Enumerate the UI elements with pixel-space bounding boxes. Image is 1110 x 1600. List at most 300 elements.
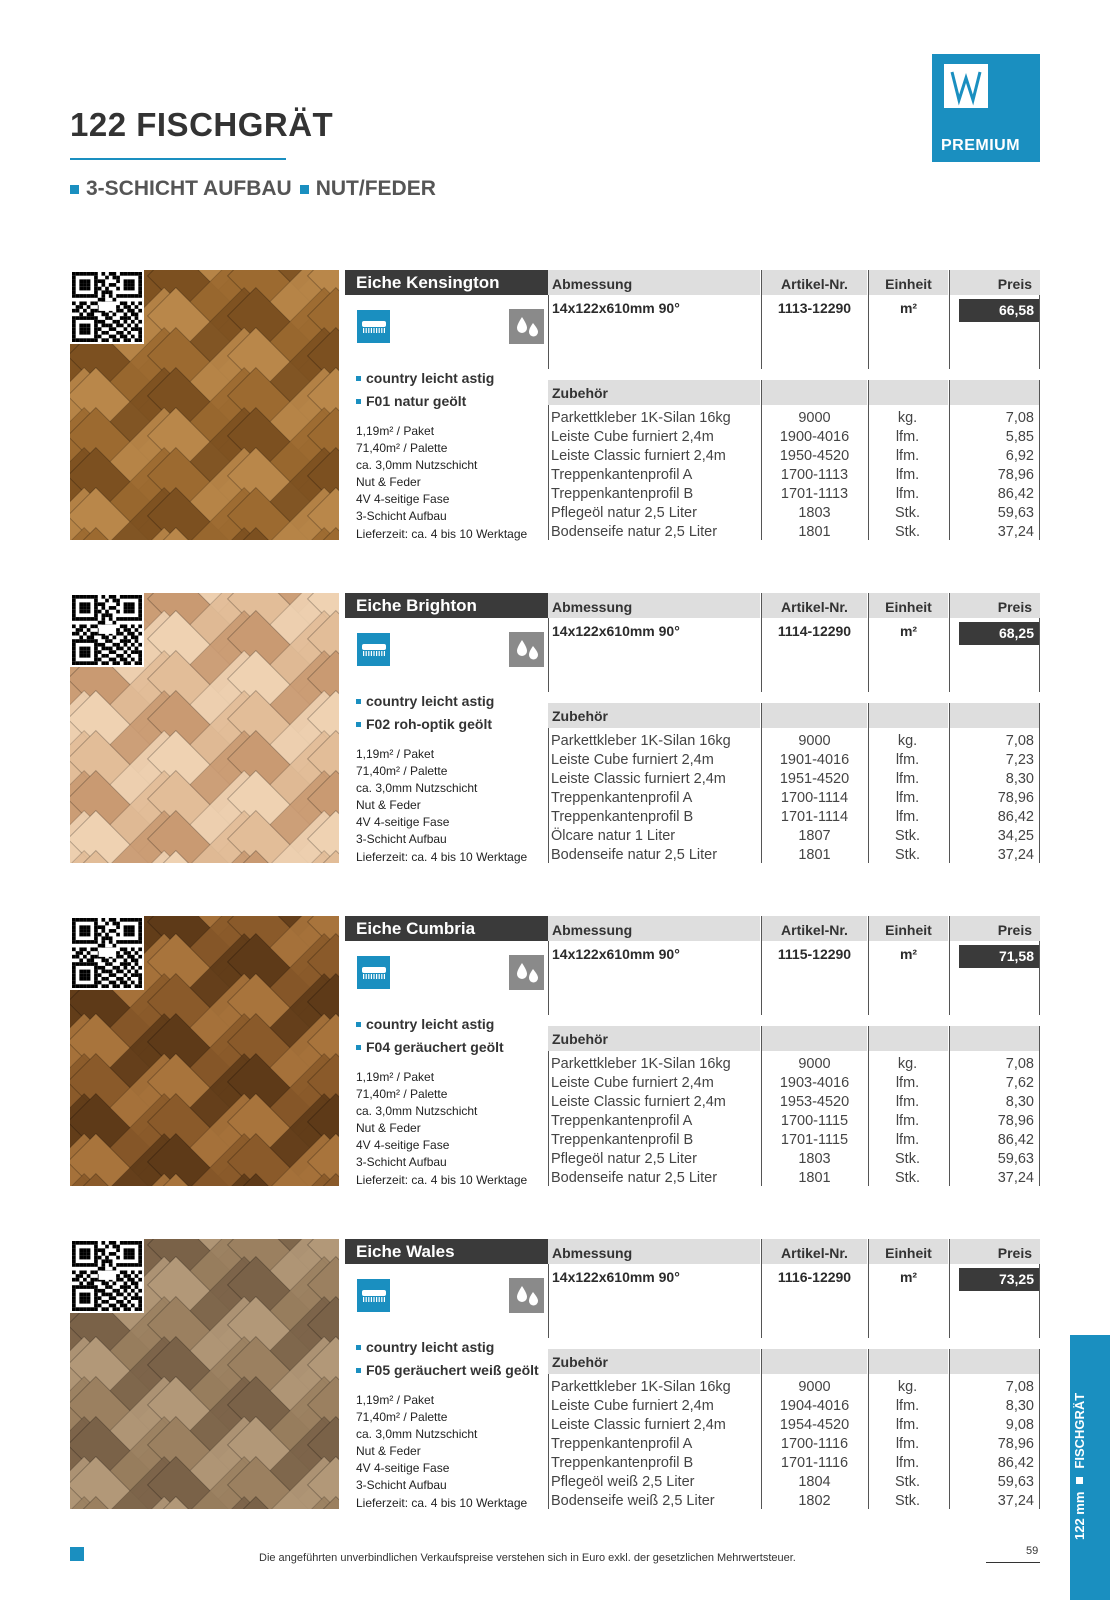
- accessory-number: 1807: [798, 828, 831, 844]
- accessory-name: Leiste Classic furniert 2,4m: [551, 1094, 726, 1110]
- page-number: 59: [1026, 1545, 1039, 1557]
- spec-line: 71,40m² / Palette: [356, 1087, 448, 1102]
- accessory-name: Parkettkleber 1K-Silan 16kg: [551, 1056, 731, 1072]
- unit-value: m²: [899, 300, 918, 316]
- table-divider: [868, 593, 869, 692]
- accessory-row: [548, 847, 1040, 866]
- feature-line: [356, 393, 466, 409]
- spec-line: ca. 3,0mm Nutzschicht: [356, 458, 478, 473]
- footer-square-icon: [70, 1547, 84, 1561]
- subtitle-part: NUT/FEDER: [315, 177, 436, 200]
- brush-icon: [357, 310, 390, 343]
- dimension-value: 14x122x610mm 90°: [552, 300, 680, 316]
- accessory-price: 59,63: [997, 505, 1034, 521]
- col-header-preis: Preis: [950, 1239, 1040, 1264]
- accessory-unit: Stk.: [895, 847, 920, 863]
- accessory-price: 37,24: [997, 847, 1034, 863]
- accessory-name: Parkettkleber 1K-Silan 16kg: [551, 733, 731, 749]
- accessory-price: 7,08: [1005, 410, 1034, 426]
- footer-note: Die angeführten unverbindlichen Verkaufspreise verstehen sich in Euro exkl. der gesetzlichen Mehrwertsteuer.: [259, 1552, 796, 1564]
- feature-line: [356, 1362, 539, 1378]
- accessory-name: Bodenseife natur 2,5 Liter: [551, 1170, 718, 1186]
- accessory-number: 1700-1116: [780, 1436, 849, 1452]
- table-divider: [761, 916, 762, 1015]
- accessory-unit: Stk.: [895, 505, 920, 521]
- accessory-row: [548, 505, 1040, 524]
- accessory-row: [548, 771, 1040, 790]
- accessory-unit: lfm.: [895, 771, 920, 787]
- accessory-price: 34,25: [997, 828, 1034, 844]
- accessory-unit: lfm.: [895, 1417, 920, 1433]
- side-chapter-label: [1072, 1393, 1087, 1540]
- accessory-price: 7,08: [1005, 1056, 1034, 1072]
- accessory-row: [548, 429, 1040, 448]
- spec-line: 1,19m² / Paket: [356, 1070, 435, 1084]
- accessory-unit: Stk.: [895, 524, 920, 540]
- accessory-name: Treppenkantenprofil B: [551, 486, 694, 502]
- col-header-einheit: Einheit: [869, 270, 948, 295]
- brush-icon: [357, 956, 390, 989]
- spec-line: Lieferzeit: ca. 4 bis 10 Werktage: [356, 526, 528, 541]
- accessory-number: 1803: [798, 505, 831, 521]
- accessory-price: 59,63: [997, 1474, 1034, 1490]
- bullet-square-icon: [356, 399, 361, 404]
- accessory-price: 8,30: [1005, 771, 1034, 787]
- table-divider: [548, 618, 549, 692]
- accessory-name: Treppenkantenprofil B: [551, 809, 694, 825]
- spec-line: 71,40m² / Palette: [356, 441, 448, 456]
- accessory-price: 9,08: [1005, 1417, 1034, 1433]
- table-divider: [761, 1239, 762, 1338]
- accessory-price: 6,92: [1005, 448, 1034, 464]
- accessory-unit: lfm.: [895, 1113, 920, 1129]
- table-divider: [1039, 618, 1040, 692]
- accessory-name: Leiste Classic furniert 2,4m: [551, 1417, 726, 1433]
- page-title: 122 FISCHGRÄT: [70, 106, 334, 143]
- accessories-header-fill: [869, 1349, 948, 1374]
- accessory-price: 8,30: [1005, 1398, 1034, 1414]
- accessories-header: Zubehör: [548, 1026, 760, 1051]
- accessories-header-fill: [950, 1349, 1040, 1374]
- feature-line: [356, 1016, 494, 1032]
- accessory-price: 7,23: [1005, 752, 1034, 768]
- accessory-number: 1954-4520: [779, 1417, 850, 1433]
- spec-line: Nut & Feder: [356, 475, 421, 490]
- product-name: Eiche Cumbria: [345, 916, 554, 941]
- table-divider: [1039, 941, 1040, 1015]
- accessory-name: Bodenseife weiß 2,5 Liter: [551, 1493, 715, 1509]
- unit-value: m²: [899, 623, 918, 639]
- bullet-square-icon: [300, 185, 309, 194]
- feature-line: [356, 693, 494, 709]
- accessory-unit: lfm.: [895, 1094, 920, 1110]
- accessory-row: [548, 1455, 1040, 1474]
- bullet-square-icon: [1076, 1477, 1083, 1484]
- spec-list: [356, 1392, 527, 1512]
- accessory-row: [548, 1151, 1040, 1170]
- article-number: 1113-12290: [777, 300, 852, 316]
- price-value: 68,25: [959, 622, 1040, 645]
- accessory-row: [548, 1436, 1040, 1455]
- accessory-price: 59,63: [997, 1151, 1034, 1167]
- accessory-price: 78,96: [997, 1113, 1034, 1129]
- accessory-number: 1804: [798, 1474, 831, 1490]
- table-divider: [949, 270, 950, 369]
- accessory-row: [548, 524, 1040, 543]
- bullet-square-icon: [356, 722, 361, 727]
- price-value: 66,58: [959, 299, 1040, 322]
- accessory-name: Parkettkleber 1K-Silan 16kg: [551, 1379, 731, 1395]
- bullet-square-icon: [356, 376, 361, 381]
- accessories-header-fill: [869, 703, 948, 728]
- accessory-unit: lfm.: [895, 429, 920, 445]
- spec-line: ca. 3,0mm Nutzschicht: [356, 781, 478, 796]
- accessory-name: Parkettkleber 1K-Silan 16kg: [551, 410, 731, 426]
- accessory-unit: lfm.: [895, 1436, 920, 1452]
- accessory-row: [548, 733, 1040, 752]
- accessory-price: 86,42: [997, 486, 1034, 502]
- feature-line: [356, 370, 494, 386]
- col-header-artikel: Artikel-Nr.: [762, 270, 867, 295]
- accessory-row: [548, 1132, 1040, 1151]
- floor-sample-image: [70, 593, 339, 863]
- accessory-row: [548, 790, 1040, 809]
- feature-finish: F04 geräuchert geölt: [366, 1039, 504, 1055]
- floor-sample-image: [70, 1239, 339, 1509]
- accessory-number: 1701-1116: [780, 1455, 849, 1471]
- accessory-name: Leiste Cube furniert 2,4m: [551, 429, 714, 445]
- product-block: [70, 593, 1040, 865]
- accessory-number: 1900-4016: [779, 429, 850, 445]
- accessory-row: [548, 467, 1040, 486]
- accessory-row: [548, 1417, 1040, 1436]
- product-block: [70, 916, 1040, 1188]
- col-header-artikel: Artikel-Nr.: [762, 593, 867, 618]
- accessory-price: 37,24: [997, 524, 1034, 540]
- accessory-unit: kg.: [897, 1056, 918, 1072]
- accessory-price: 78,96: [997, 1436, 1034, 1452]
- accessory-name: Leiste Classic furniert 2,4m: [551, 771, 726, 787]
- accessory-unit: lfm.: [895, 1132, 920, 1148]
- accessories-header-fill: [762, 1349, 867, 1374]
- accessory-number: 1801: [798, 524, 831, 540]
- page-subtitle: [70, 177, 444, 201]
- feature-line: [356, 1039, 504, 1055]
- feature-line: [356, 1339, 494, 1355]
- accessory-name: Leiste Classic furniert 2,4m: [551, 448, 726, 464]
- price-value: 73,25: [959, 1268, 1040, 1291]
- accessory-name: Leiste Cube furniert 2,4m: [551, 752, 714, 768]
- qr-code-icon[interactable]: [70, 1239, 144, 1313]
- accessory-name: Bodenseife natur 2,5 Liter: [551, 524, 718, 540]
- spec-line: Lieferzeit: ca. 4 bis 10 Werktage: [356, 1495, 528, 1510]
- water-drops-icon: [509, 1278, 544, 1313]
- accessory-row: [548, 828, 1040, 847]
- accessory-row: [548, 1474, 1040, 1493]
- accessory-price: 37,24: [997, 1170, 1034, 1186]
- spec-list: [356, 746, 527, 866]
- accessory-number: 1700-1114: [780, 790, 849, 806]
- accessory-price: 7,62: [1005, 1075, 1034, 1091]
- accessory-unit: lfm.: [895, 486, 920, 502]
- col-header-abmessung: Abmessung: [548, 593, 760, 618]
- table-divider: [1039, 295, 1040, 369]
- accessory-row: [548, 1056, 1040, 1075]
- bullet-square-icon: [356, 1368, 361, 1373]
- water-drops-icon: [509, 632, 544, 667]
- floor-sample-image: [70, 270, 339, 540]
- accessory-name: Treppenkantenprofil B: [551, 1132, 694, 1148]
- side-label: FISCHGRÄT: [1072, 1392, 1087, 1469]
- brush-icon: [357, 1279, 390, 1312]
- table-divider: [548, 295, 549, 369]
- accessory-number: 1802: [798, 1493, 831, 1509]
- subtitle-part: 3-SCHICHT AUFBAU: [86, 177, 292, 200]
- accessory-number: 1903-4016: [779, 1075, 850, 1091]
- spec-line: 3-Schicht Aufbau: [356, 1478, 447, 1493]
- price-value: 71,58: [959, 945, 1040, 968]
- accessory-row: [548, 410, 1040, 429]
- accessory-name: Pflegeöl natur 2,5 Liter: [551, 1151, 697, 1167]
- accessory-row: [548, 809, 1040, 828]
- spec-list: [356, 1069, 527, 1189]
- accessories-header-fill: [762, 380, 867, 405]
- qr-code-icon[interactable]: [70, 593, 144, 667]
- table-divider: [949, 593, 950, 692]
- accessory-name: Treppenkantenprofil A: [551, 1113, 693, 1129]
- spec-line: 1,19m² / Paket: [356, 747, 435, 761]
- col-header-einheit: Einheit: [869, 1239, 948, 1264]
- logo-label: PREMIUM: [941, 137, 1021, 154]
- accessory-name: Leiste Cube furniert 2,4m: [551, 1075, 714, 1091]
- accessory-name: Treppenkantenprofil A: [551, 467, 693, 483]
- qr-code-icon[interactable]: [70, 916, 144, 990]
- col-header-preis: Preis: [950, 593, 1040, 618]
- accessory-name: Pflegeöl natur 2,5 Liter: [551, 505, 697, 521]
- spec-line: 4V 4-seitige Fase: [356, 492, 450, 507]
- table-divider: [1039, 1264, 1040, 1338]
- accessory-price: 86,42: [997, 809, 1034, 825]
- accessories-header-fill: [950, 703, 1040, 728]
- accessory-unit: Stk.: [895, 1170, 920, 1186]
- accessory-name: Treppenkantenprofil A: [551, 790, 693, 806]
- col-header-einheit: Einheit: [869, 916, 948, 941]
- spec-line: 4V 4-seitige Fase: [356, 1461, 450, 1476]
- product-block: [70, 270, 1040, 542]
- accessory-number: 1950-4520: [779, 448, 850, 464]
- accessory-unit: lfm.: [895, 467, 920, 483]
- side-size: 122 mm: [1072, 1491, 1087, 1540]
- feature-finish: F01 natur geölt: [366, 393, 467, 409]
- accessory-price: 8,30: [1005, 1094, 1034, 1110]
- accessory-unit: lfm.: [895, 790, 920, 806]
- accessory-row: [548, 1094, 1040, 1113]
- accessory-price: 78,96: [997, 467, 1034, 483]
- accessory-number: 1700-1113: [780, 467, 849, 483]
- table-divider: [761, 270, 762, 369]
- spec-line: 4V 4-seitige Fase: [356, 815, 450, 830]
- spec-line: Nut & Feder: [356, 798, 421, 813]
- accessory-number: 1801: [798, 1170, 831, 1186]
- accessory-name: Leiste Cube furniert 2,4m: [551, 1398, 714, 1414]
- article-number: 1115-12290: [777, 946, 852, 962]
- table-divider: [949, 916, 950, 1015]
- accessory-number: 9000: [798, 1379, 831, 1395]
- spec-line: Nut & Feder: [356, 1444, 421, 1459]
- product-name: Eiche Brighton: [345, 593, 554, 618]
- feature-line: [356, 716, 492, 732]
- spec-line: 1,19m² / Paket: [356, 1393, 435, 1407]
- accessory-unit: Stk.: [895, 1493, 920, 1509]
- spec-line: ca. 3,0mm Nutzschicht: [356, 1104, 478, 1119]
- spec-line: Lieferzeit: ca. 4 bis 10 Werktage: [356, 849, 528, 864]
- accessory-number: 1901-4016: [779, 752, 850, 768]
- accessory-price: 86,42: [997, 1132, 1034, 1148]
- feature-finish: F02 roh-optik geölt: [366, 716, 492, 732]
- brush-icon: [357, 633, 390, 666]
- accessory-name: Treppenkantenprofil B: [551, 1455, 694, 1471]
- w-logo-icon: [944, 64, 988, 108]
- table-divider: [949, 1239, 950, 1338]
- accessory-number: 9000: [798, 410, 831, 426]
- water-drops-icon: [509, 955, 544, 990]
- col-header-artikel: Artikel-Nr.: [762, 916, 867, 941]
- accessory-row: [548, 1379, 1040, 1398]
- spec-line: ca. 3,0mm Nutzschicht: [356, 1427, 478, 1442]
- bullet-square-icon: [356, 699, 361, 704]
- accessories-header: Zubehör: [548, 380, 760, 405]
- accessory-name: Ölcare natur 1 Liter: [551, 828, 676, 844]
- accessory-number: 1700-1115: [780, 1113, 849, 1129]
- accessories-header-fill: [762, 1026, 867, 1051]
- product-name: Eiche Kensington: [345, 270, 554, 295]
- product-block: [70, 1239, 1040, 1511]
- table-divider: [868, 1239, 869, 1338]
- bullet-square-icon: [70, 185, 79, 194]
- accessory-number: 1803: [798, 1151, 831, 1167]
- article-number: 1114-12290: [777, 623, 852, 639]
- feature-finish: F05 geräuchert weiß geölt: [366, 1362, 539, 1378]
- accessory-price: 7,08: [1005, 1379, 1034, 1395]
- accessory-unit: kg.: [897, 1379, 918, 1395]
- accessory-number: 1904-4016: [779, 1398, 850, 1414]
- accessory-number: 1701-1114: [780, 809, 849, 825]
- qr-code-icon[interactable]: [70, 270, 144, 344]
- table-divider: [548, 1264, 549, 1338]
- spec-line: 3-Schicht Aufbau: [356, 509, 447, 524]
- accessories-header-fill: [762, 703, 867, 728]
- accessory-row: [548, 1493, 1040, 1512]
- spec-line: Nut & Feder: [356, 1121, 421, 1136]
- spec-line: 3-Schicht Aufbau: [356, 832, 447, 847]
- water-drops-icon: [509, 309, 544, 344]
- col-header-artikel: Artikel-Nr.: [762, 1239, 867, 1264]
- accessories-header-fill: [869, 1026, 948, 1051]
- accessory-unit: kg.: [897, 410, 918, 426]
- spec-line: Lieferzeit: ca. 4 bis 10 Werktage: [356, 1172, 528, 1187]
- dimension-value: 14x122x610mm 90°: [552, 623, 680, 639]
- col-header-abmessung: Abmessung: [548, 916, 760, 941]
- spec-line: 71,40m² / Palette: [356, 764, 448, 779]
- accessory-number: 1951-4520: [779, 771, 850, 787]
- accessories-header: Zubehör: [548, 1349, 760, 1374]
- accessory-number: 9000: [798, 733, 831, 749]
- accessory-price: 5,85: [1005, 429, 1034, 445]
- spec-line: 4V 4-seitige Fase: [356, 1138, 450, 1153]
- feature-grade: country leicht astig: [366, 1016, 495, 1032]
- accessory-unit: lfm.: [895, 752, 920, 768]
- title-underline: [70, 158, 286, 160]
- spec-list: [356, 423, 527, 543]
- table-divider: [868, 916, 869, 1015]
- accessory-row: [548, 448, 1040, 467]
- page-number-rule: [986, 1562, 1040, 1563]
- feature-grade: country leicht astig: [366, 693, 495, 709]
- accessory-unit: Stk.: [895, 828, 920, 844]
- accessory-name: Treppenkantenprofil A: [551, 1436, 693, 1452]
- dimension-value: 14x122x610mm 90°: [552, 1269, 680, 1285]
- accessory-unit: lfm.: [895, 1398, 920, 1414]
- floor-sample-image: [70, 916, 339, 1186]
- accessory-price: 86,42: [997, 1455, 1034, 1471]
- accessory-number: 1801: [798, 847, 831, 863]
- dimension-value: 14x122x610mm 90°: [552, 946, 680, 962]
- col-header-abmessung: Abmessung: [548, 1239, 760, 1264]
- accessory-number: 1701-1113: [780, 486, 849, 502]
- accessory-row: [548, 1075, 1040, 1094]
- bullet-square-icon: [356, 1022, 361, 1027]
- col-header-einheit: Einheit: [869, 593, 948, 618]
- premium-logo: [932, 54, 1040, 162]
- accessories-header: Zubehör: [548, 703, 760, 728]
- accessory-row: [548, 1170, 1040, 1189]
- accessory-price: 37,24: [997, 1493, 1034, 1509]
- unit-value: m²: [899, 1269, 918, 1285]
- accessories-header-fill: [950, 1026, 1040, 1051]
- unit-value: m²: [899, 946, 918, 962]
- accessory-price: 78,96: [997, 790, 1034, 806]
- accessory-number: 1953-4520: [779, 1094, 850, 1110]
- accessory-price: 7,08: [1005, 733, 1034, 749]
- accessory-row: [548, 486, 1040, 505]
- accessory-unit: lfm.: [895, 1455, 920, 1471]
- accessory-unit: lfm.: [895, 809, 920, 825]
- accessories-header-fill: [869, 380, 948, 405]
- accessory-row: [548, 752, 1040, 771]
- spec-line: 3-Schicht Aufbau: [356, 1155, 447, 1170]
- table-divider: [548, 941, 549, 1015]
- accessory-row: [548, 1113, 1040, 1132]
- table-divider: [868, 270, 869, 369]
- bullet-square-icon: [356, 1045, 361, 1050]
- accessory-name: Pflegeöl weiß 2,5 Liter: [551, 1474, 695, 1490]
- col-header-preis: Preis: [950, 916, 1040, 941]
- article-number: 1116-12290: [777, 1269, 852, 1285]
- accessory-unit: kg.: [897, 733, 918, 749]
- accessory-unit: Stk.: [895, 1474, 920, 1490]
- feature-grade: country leicht astig: [366, 1339, 495, 1355]
- col-header-preis: Preis: [950, 270, 1040, 295]
- spec-line: 1,19m² / Paket: [356, 424, 435, 438]
- accessory-row: [548, 1398, 1040, 1417]
- accessory-unit: Stk.: [895, 1151, 920, 1167]
- accessories-header-fill: [950, 380, 1040, 405]
- product-name: Eiche Wales: [345, 1239, 554, 1264]
- col-header-abmessung: Abmessung: [548, 270, 760, 295]
- table-divider: [761, 593, 762, 692]
- feature-grade: country leicht astig: [366, 370, 495, 386]
- bullet-square-icon: [356, 1345, 361, 1350]
